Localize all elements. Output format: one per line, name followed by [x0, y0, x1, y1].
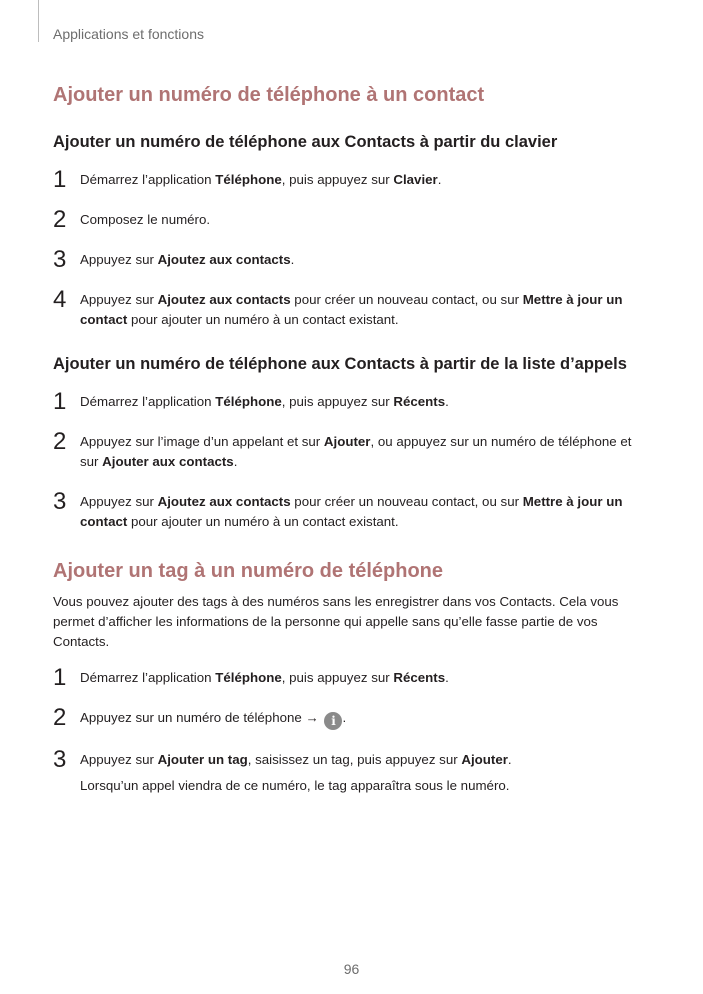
step-bold: Ajoutez aux contacts: [157, 252, 291, 267]
step-item: [53, 206, 653, 233]
step-item: [53, 166, 653, 193]
step-text: Appuyez sur: [80, 752, 158, 767]
step-bold: Ajouter aux contacts: [102, 454, 234, 469]
step-item: [53, 428, 653, 472]
step-text: .: [342, 710, 347, 725]
step-item: [53, 246, 653, 273]
step-bold: Clavier: [393, 172, 438, 187]
step-number: 3: [53, 746, 67, 773]
step-bold: Ajouter un tag: [157, 752, 248, 767]
step-bold: Mettre à jour un contact: [80, 292, 623, 327]
step-item: [53, 488, 653, 532]
subsection-title-keypad: Ajouter un numéro de téléphone aux Contacts à partir du clavier: [53, 133, 558, 151]
step-text: pour créer un nouveau contact, ou sur: [290, 292, 523, 307]
page-number: 96: [343, 961, 360, 977]
step-item: [53, 664, 653, 691]
steps-add-tag: [53, 664, 653, 796]
step-number: 1: [53, 166, 67, 193]
step-bold: Ajoutez aux contacts: [157, 292, 291, 307]
step-number: 1: [53, 388, 67, 415]
step-text: Démarrez l’application: [80, 394, 216, 409]
step-text: , puis appuyez sur: [281, 394, 394, 409]
page-content: [53, 80, 653, 796]
step-text: Démarrez l’application: [80, 670, 216, 685]
step-text: , ou appuyez sur un numéro de téléphone et sur: [80, 434, 632, 469]
step-number: 2: [53, 704, 67, 731]
step-text: Appuyez sur un numéro de téléphone →: [80, 710, 323, 725]
step-text: .: [290, 252, 295, 267]
step-bold: Récents: [393, 670, 446, 685]
header-rule: [38, 0, 39, 42]
step-item: [53, 286, 653, 330]
step-text: pour ajouter un numéro à un contact existant.: [127, 312, 399, 327]
step-item: [53, 388, 653, 415]
step-text: Composez le numéro.: [80, 212, 211, 227]
step-item: [53, 704, 653, 731]
step-item: [53, 746, 653, 773]
step-text: , puis appuyez sur: [281, 670, 394, 685]
steps-keypad: [53, 166, 653, 330]
step-text: , saisissez un tag, puis appuyez sur: [247, 752, 462, 767]
step-number: 2: [53, 428, 67, 455]
step-text: Démarrez l’application: [80, 172, 216, 187]
step-text: pour créer un nouveau contact, ou sur: [290, 494, 523, 509]
step-note: Lorsqu’un appel viendra de ce numéro, le tag apparaîtra sous le numéro.: [80, 778, 510, 793]
subsection-title-call-log: Ajouter un numéro de téléphone aux Contacts à partir de la liste d’appels: [53, 355, 627, 373]
section-title-add-number: Ajouter un numéro de téléphone à un contact: [53, 84, 485, 106]
step-text: pour ajouter un numéro à un contact existant.: [127, 514, 399, 529]
step-bold: Ajoutez aux contacts: [157, 494, 291, 509]
step-bold: Récents: [393, 394, 446, 409]
step-text: Appuyez sur: [80, 494, 158, 509]
info-icon: i: [324, 712, 342, 730]
step-text: Appuyez sur: [80, 252, 158, 267]
step-text: , puis appuyez sur: [281, 172, 394, 187]
step-bold: Téléphone: [215, 172, 282, 187]
step-text: .: [445, 394, 449, 409]
step-text: .: [445, 670, 449, 685]
step-text: Appuyez sur l’image d’un appelant et sur: [80, 434, 324, 449]
step-text: .: [437, 172, 442, 187]
step-text: .: [507, 752, 512, 767]
step-text: Appuyez sur: [80, 292, 158, 307]
section-intro: Vous pouvez ajouter des tags à des numéros sans les enregistrer dans vos Contacts. Cela vous permet d’afficher les informations de la personne qui appelle sans qu’elle fasse partie de vos Contacts.: [53, 594, 619, 649]
step-bold: Ajouter: [323, 434, 371, 449]
running-header: Applications et fonctions: [53, 26, 204, 42]
step-number: 4: [53, 286, 67, 313]
step-bold: Mettre à jour un contact: [80, 494, 623, 529]
step-number: 3: [53, 246, 67, 273]
step-text: .: [233, 454, 238, 469]
step-number: 1: [53, 664, 67, 691]
step-bold: Téléphone: [215, 670, 282, 685]
section-title-add-tag: Ajouter un tag à un numéro de téléphone: [53, 560, 444, 582]
step-bold: Téléphone: [215, 394, 282, 409]
step-number: 2: [53, 206, 67, 233]
step-bold: Ajouter: [461, 752, 508, 767]
steps-call-log: [53, 388, 653, 532]
step-number: 3: [53, 488, 67, 515]
